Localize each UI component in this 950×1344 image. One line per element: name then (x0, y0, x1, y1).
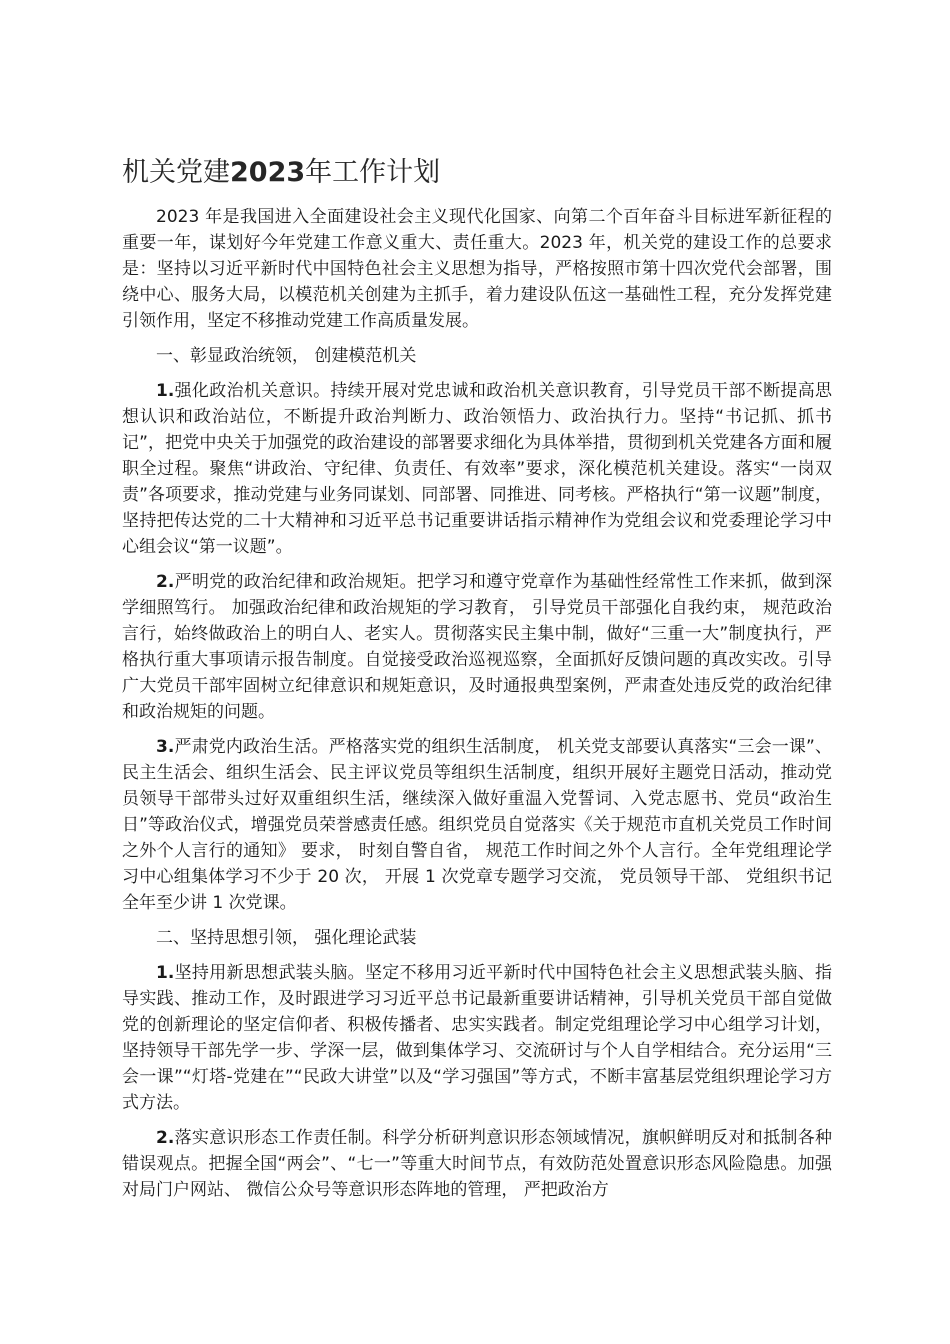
item-number: 1. (156, 381, 175, 401)
paragraph (122, 569, 832, 725)
item-number: 2. (156, 1128, 175, 1148)
section-heading (122, 343, 832, 369)
title-prefix: 机关党建 (122, 157, 230, 188)
paragraph (122, 378, 832, 560)
paragraph-text: 落实意识形态工作责任制。科学分析研判意识形态领域情况，旗帜鲜明反对和抵制各种错误观点。把握全国“两会”、“七一”等重大时间节点，有效防范处置意识形态风险隐患。加强对局门户网站、 微信公众号等意识形态阵地的管理， 严把政治方 (122, 1128, 832, 1200)
title-year: 2023 (230, 157, 306, 188)
item-number: 2. (156, 572, 175, 592)
item-number: 1. (156, 963, 175, 983)
paragraph-text: 严明党的政治纪律和政治规矩。把学习和遵守党章作为基础性经常性工作来抓，做到深学细照笃行。 加强政治纪律和政治规矩的学习教育， 引导党员干部强化自我约束， 规范政治言行，始终做政治上的明白人、老实人。贯彻落实民主集中制，做好“三重一大”制度执行，严格执行重大事项请示报告制度。自觉接受政治巡视巡察，全面抓好反馈问题的真改实改。引导广大党员干部牢固树立纪律意识和规矩意识，及时通报典型案例，严肃查处违反党的政治纪律和政治规矩的问题。 (122, 572, 832, 722)
paragraph-text: 严肃党内政治生活。严格落实党的组织生活制度， 机关党支部要认真落实“三会一课”、民主生活会、组织生活会、民主评议党员等组织生活制度，组织开展好主题党日活动，推动党员领导干部带头过好双重组织生活，继续深入做好重温入党誓词、入党志愿书、党员“政治生日”等政治仪式，增强党员荣誉感责任感。组织党员自觉落实《关于规范市直机关党员工作时间之外个人言行的通知》 要求， 时刻自警自省， 规范工作时间之外个人言行。全年党组理论学习中心组集体学习不少于 20 次， 开展 1 次党章专题学习交流， 党员领导干部、 党组织书记全年至少讲 1 次党课。 (122, 737, 832, 913)
paragraph-text: 坚持用新思想武装头脑。坚定不移用习近平新时代中国特色社会主义思想武装头脑、指导实践、推动工作，及时跟进学习习近平总书记最新重要讲话精神，引导机关党员干部自觉做党的创新理论的坚定信仰者、积极传播者、忠实实践者。制定党组理论学习中心组学习计划，坚持领导干部先学一步、学深一层，做到集体学习、交流研讨与个人自学相结合。充分运用“三会一课”“灯塔-党建在”“民政大讲堂”以及“学习强国”等方式，不断丰富基层党组织理论学习方式方法。 (122, 963, 832, 1113)
paragraph (122, 734, 832, 916)
item-number: 3. (156, 737, 175, 757)
title-suffix: 年工作计划 (305, 157, 441, 188)
paragraph-text: 二、坚持思想引领， 强化理论武装 (156, 928, 417, 948)
document-body (122, 204, 832, 1212)
paragraph-text: 2023 年是我国进入全面建设社会主义现代化国家、向第二个百年奋斗目标进军新征程的重要一年，谋划好今年党建工作意义重大、责任重大。2023 年，机关党的建设工作的总要求是：坚持以习近平新时代中国特色社会主义思想为指导，严格按照市第十四次党代会部署，围绕中心、服务大局，以模范机关创建为主抓手，着力建设队伍这一基础性工程，充分发挥党建引领作用，坚定不移推动党建工作高质量发展。 (122, 207, 832, 331)
paragraph (122, 960, 832, 1116)
section-heading (122, 925, 832, 951)
paragraph-text: 一、彰显政治统领， 创建模范机关 (156, 346, 417, 366)
paragraph (122, 1125, 832, 1203)
paragraph (122, 204, 832, 334)
paragraph-text: 强化政治机关意识。持续开展对党忠诚和政治机关意识教育，引导党员干部不断提高思想认识和政治站位，不断提升政治判断力、政治领悟力、政治执行力。坚持“书记抓、抓书记”，把党中央关于加强党的政治建设的部署要求细化为具体举措，贯彻到机关党建各方面和履职全过程。聚焦“讲政治、守纪律、负责任、有效率”要求，深化模范机关建设。落实“一岗双责”各项要求，推动党建与业务同谋划、同部署、同推进、同考核。严格执行“第一议题”制度，坚持把传达党的二十大精神和习近平总书记重要讲话指示精神作为党组会议和党委理论学习中心组会议“第一议题”。 (122, 381, 832, 557)
document-title (122, 153, 440, 193)
